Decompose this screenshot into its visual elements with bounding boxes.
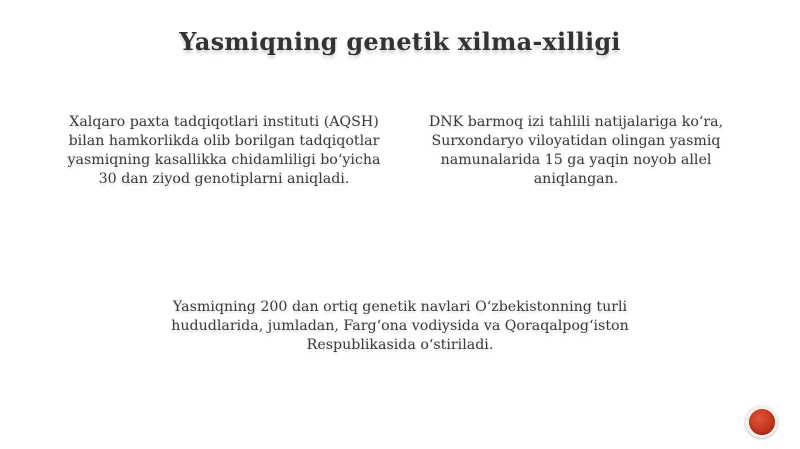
red-circle-icon xyxy=(749,409,775,435)
right-text-line: aniqlangan. xyxy=(533,171,619,187)
next-slide-button[interactable] xyxy=(745,405,778,438)
left-text-line: bilan hamkorlikda olib borilgan tadqiqotlar xyxy=(68,133,380,149)
slide-title: Yasmiqning genetik xilma-xilligi xyxy=(179,27,621,56)
left-text-block xyxy=(48,113,400,189)
right-text-line: namunalarida 15 ga yaqin noyob allel xyxy=(440,152,712,168)
left-text-line: 30 dan ziyod genotiplarni aniqladi. xyxy=(98,171,350,187)
left-text-line: yasmiqning kasallikka chidamliligi bo‘yicha xyxy=(67,152,381,168)
bottom-text-line: hududlarida, jumladan, Farg‘ona vodiysida va Qoraqalpog‘iston xyxy=(171,318,629,334)
right-text-block xyxy=(400,113,752,189)
bottom-text-line: Respublikasida o‘stiriladi. xyxy=(306,337,494,353)
right-text-line: Surxondaryo viloyatidan olingan yasmiq xyxy=(431,133,721,149)
bottom-text-line: Yasmiqning 200 dan ortiq genetik navlari O‘zbekistonning turli xyxy=(172,299,628,315)
bottom-text-block xyxy=(100,298,700,355)
left-text-line: Xalqaro paxta tadqiqotlari instituti (AQSH) xyxy=(69,114,379,130)
right-text-line: DNK barmoq izi tahlili natijalariga ko‘ra, xyxy=(428,114,724,130)
